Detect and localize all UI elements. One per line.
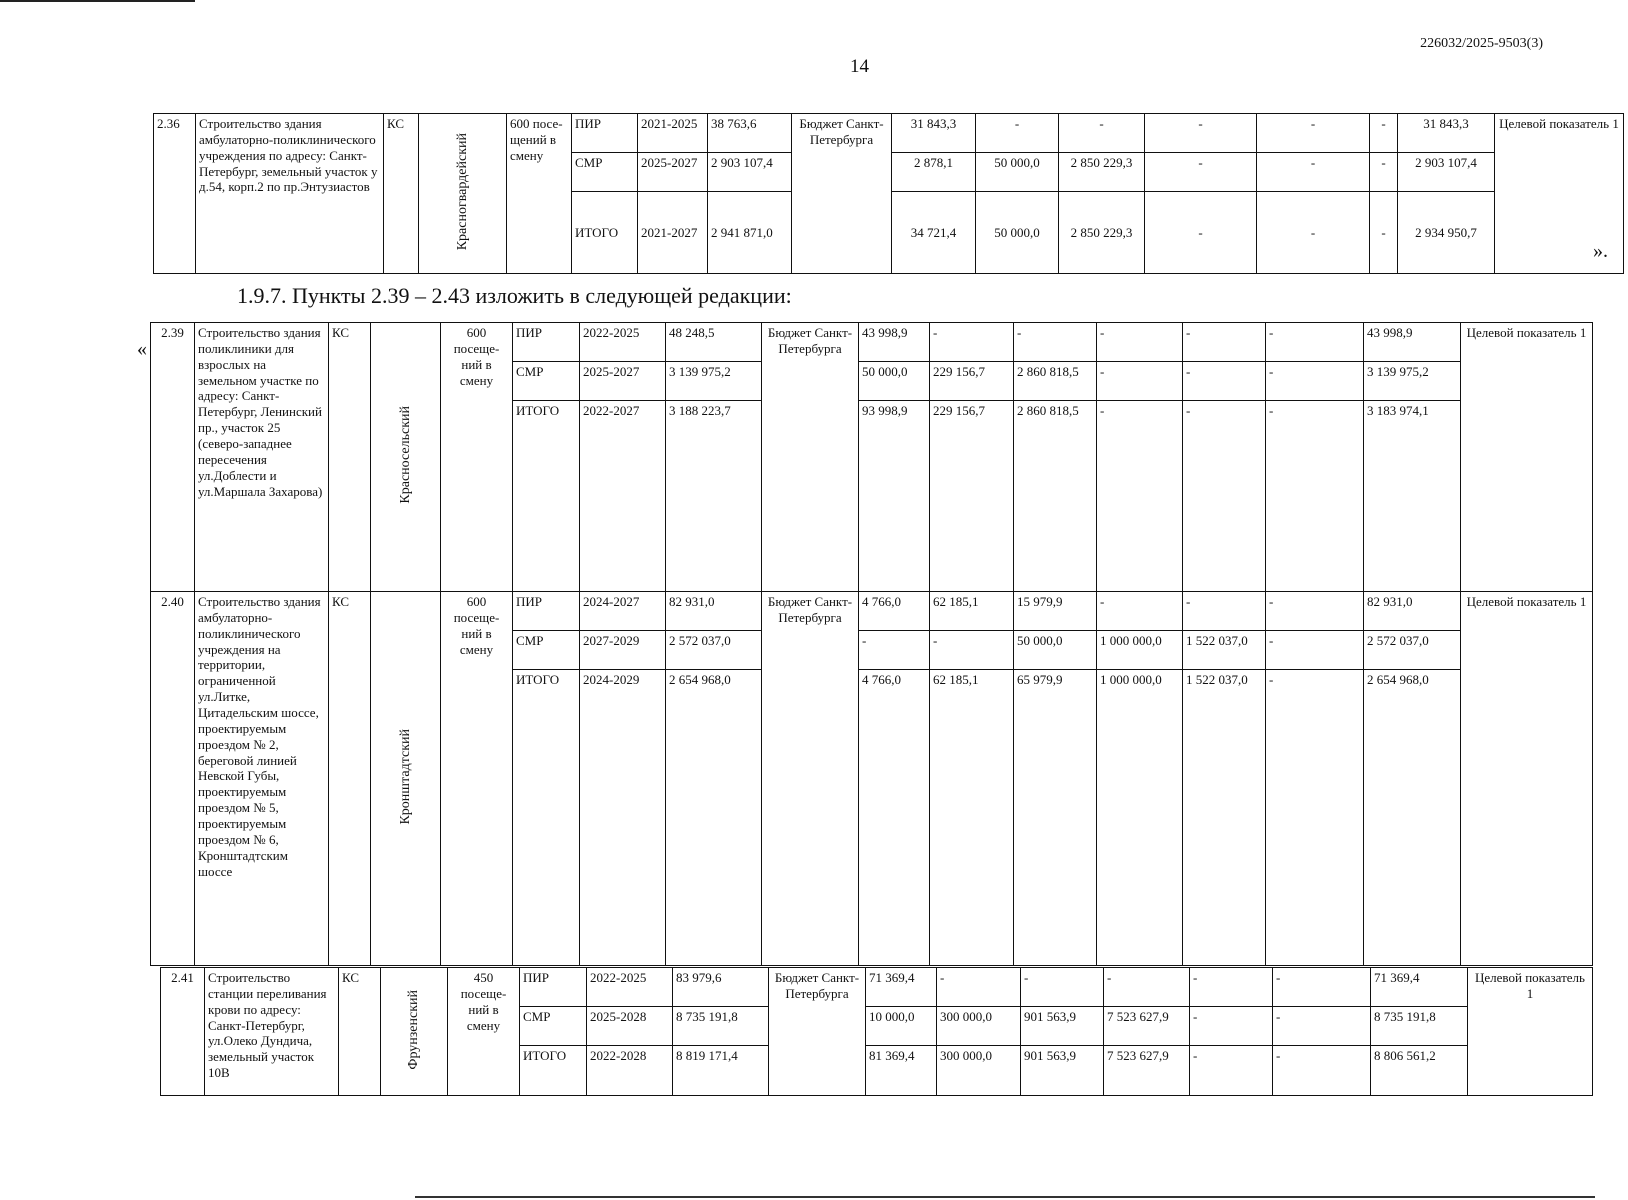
value-2: 229 156,7 (930, 401, 1014, 592)
stage-period: 2025-2027 (580, 362, 666, 401)
value-1: 31 843,3 (892, 114, 976, 153)
value-2: 50 000,0 (976, 153, 1059, 192)
stage-cost: 2 941 871,0 (708, 192, 792, 274)
capacity: 600 посеще-ний в смену (441, 592, 513, 966)
value-6: - (1266, 401, 1364, 592)
stage-label: ПИР (520, 968, 587, 1007)
stage-label: СМР (513, 631, 580, 670)
row-number: 2.41 (161, 968, 205, 1096)
value-5: 1 522 037,0 (1183, 670, 1266, 966)
stage-cost: 8 819 171,4 (673, 1046, 769, 1096)
stage-label: ИТОГО (513, 401, 580, 592)
value-4: - (1097, 592, 1183, 631)
value-4: 1 000 000,0 (1097, 670, 1183, 966)
value-5: - (1257, 114, 1370, 153)
stage-label: ИТОГО (513, 670, 580, 966)
object-name: Строительство здания амбулаторно-поликлинического учреждения на территории, ограниченной ул.Литке, Цитадельским шоссе, проектируемым проездом № 2, береговой линией Невской Губы, проектируемым проездом № 5, проектируемым проездом № 6, Кронштадтским шоссе (195, 592, 329, 966)
row-number: 2.40 (151, 592, 195, 966)
stage-label: СМР (513, 362, 580, 401)
stage-cost: 3 139 975,2 (666, 362, 762, 401)
value-1: 50 000,0 (859, 362, 930, 401)
stage-total: 8 735 191,8 (1371, 1007, 1468, 1046)
value-3: 50 000,0 (1014, 631, 1097, 670)
value-2: 62 185,1 (930, 592, 1014, 631)
value-2: 50 000,0 (976, 192, 1059, 274)
object-name: Строительство здания амбулаторно-поликлинического учреждения по адресу: Санкт-Петербург, земельный участок у д.54, корп.2 по пр.Энтузиастов (196, 114, 384, 274)
value-3: - (1014, 323, 1097, 362)
stage-label: СМР (572, 153, 638, 192)
value-3: 65 979,9 (1014, 670, 1097, 966)
value-2: 62 185,1 (930, 670, 1014, 966)
value-6: - (1266, 323, 1364, 362)
object-type: КС (339, 968, 381, 1096)
stage-total: 8 806 561,2 (1371, 1046, 1468, 1096)
value-3: 901 563,9 (1021, 1046, 1104, 1096)
target-indicator: Целевой показатель 1 (1495, 114, 1624, 274)
district-name: Красносельский (397, 406, 413, 504)
value-6: - (1273, 1046, 1371, 1096)
value-4: 1 000 000,0 (1097, 631, 1183, 670)
stage-label: ПИР (513, 323, 580, 362)
stage-cost: 38 763,6 (708, 114, 792, 153)
stage-period: 2025-2027 (638, 153, 708, 192)
value-6: - (1273, 968, 1371, 1007)
opening-quote: « (137, 338, 147, 360)
value-4: - (1104, 968, 1190, 1007)
document-id: 226032/2025-9503(3) (1420, 36, 1543, 51)
value-6: - (1370, 192, 1398, 274)
bottom-rule (415, 1196, 1595, 1198)
target-indicator: Целевой показатель 1 (1468, 968, 1593, 1096)
stage-total: 2 654 968,0 (1364, 670, 1461, 966)
value-3: 901 563,9 (1021, 1007, 1104, 1046)
stage-cost: 82 931,0 (666, 592, 762, 631)
stage-total: 71 369,4 (1371, 968, 1468, 1007)
object-type: КС (384, 114, 419, 274)
row-number: 2.39 (151, 323, 195, 592)
value-1: 43 998,9 (859, 323, 930, 362)
stage-cost: 48 248,5 (666, 323, 762, 362)
value-4: - (1145, 114, 1257, 153)
top-rule (0, 0, 195, 2)
stage-total: 2 934 950,7 (1398, 192, 1495, 274)
stage-label: ИТОГО (572, 192, 638, 274)
funding-source: Бюджет Санкт-Петербурга (792, 114, 892, 274)
stage-period: 2025-2028 (587, 1007, 673, 1046)
value-1: 71 369,4 (866, 968, 937, 1007)
value-3: 2 850 229,3 (1059, 153, 1145, 192)
value-5: - (1190, 968, 1273, 1007)
value-5: - (1190, 1007, 1273, 1046)
value-1: 4 766,0 (859, 592, 930, 631)
district-name: Кронштадтский (397, 728, 413, 825)
value-4: - (1145, 192, 1257, 274)
stage-period: 2021-2027 (638, 192, 708, 274)
stage-total: 82 931,0 (1364, 592, 1461, 631)
table-rows-2-39-2-40 (150, 322, 1593, 966)
stage-period: 2022-2027 (580, 401, 666, 592)
district-cell (381, 968, 448, 1096)
stage-total: 43 998,9 (1364, 323, 1461, 362)
page-number: 14 (850, 56, 869, 77)
value-5: - (1183, 401, 1266, 592)
value-3: - (1059, 114, 1145, 153)
funding-source: Бюджет Санкт-Петербурга (762, 323, 859, 592)
value-5: - (1183, 323, 1266, 362)
value-3: 2 860 818,5 (1014, 362, 1097, 401)
stage-period: 2022-2025 (587, 968, 673, 1007)
value-4: - (1097, 362, 1183, 401)
object-name: Строительство станции переливания крови по адресу: Санкт-Петербург, ул.Олеко Дундича, земельный участок 10В (205, 968, 339, 1096)
object-name: Строительство здания поликлиники для взрослых на земельном участке по адресу: Санкт-Петербург, Ленинский пр., участок 25 (северо-западнее пересечения ул.Доблести и ул.Маршала Захарова) (195, 323, 329, 592)
value-6: - (1266, 670, 1364, 966)
value-1: 2 878,1 (892, 153, 976, 192)
value-1: 81 369,4 (866, 1046, 937, 1096)
value-4: - (1097, 323, 1183, 362)
stage-label: ПИР (572, 114, 638, 153)
value-3: 2 850 229,3 (1059, 192, 1145, 274)
value-2: - (930, 631, 1014, 670)
stage-period: 2021-2025 (638, 114, 708, 153)
district-name: Фрунзенский (406, 989, 422, 1070)
value-6: - (1266, 592, 1364, 631)
object-type: КС (329, 323, 371, 592)
value-2: - (930, 323, 1014, 362)
value-4: - (1145, 153, 1257, 192)
district-cell (371, 323, 441, 592)
value-4: 7 523 627,9 (1104, 1046, 1190, 1096)
stage-total: 31 843,3 (1398, 114, 1495, 153)
value-5: - (1190, 1046, 1273, 1096)
stage-label: СМР (520, 1007, 587, 1046)
stage-total: 2 903 107,4 (1398, 153, 1495, 192)
stage-label: ПИР (513, 592, 580, 631)
stage-label: ИТОГО (520, 1046, 587, 1096)
value-6: - (1370, 153, 1398, 192)
stage-cost: 2 654 968,0 (666, 670, 762, 966)
value-2: 300 000,0 (937, 1007, 1021, 1046)
row-number: 2.36 (154, 114, 196, 274)
stage-total: 3 183 974,1 (1364, 401, 1461, 592)
stage-period: 2027-2029 (580, 631, 666, 670)
stage-period: 2024-2027 (580, 592, 666, 631)
value-3: - (1021, 968, 1104, 1007)
value-3: 15 979,9 (1014, 592, 1097, 631)
closing-quote: ». (1593, 240, 1608, 262)
capacity: 600 посе-щений в смену (507, 114, 572, 274)
value-2: - (976, 114, 1059, 153)
value-6: - (1266, 362, 1364, 401)
stage-cost: 2 572 037,0 (666, 631, 762, 670)
district-cell (371, 592, 441, 966)
value-4: - (1097, 401, 1183, 592)
value-4: 7 523 627,9 (1104, 1007, 1190, 1046)
stage-period: 2022-2025 (580, 323, 666, 362)
value-6: - (1273, 1007, 1371, 1046)
district-name: Красногвардейский (454, 132, 470, 251)
target-indicator: Целевой показатель 1 (1461, 323, 1593, 592)
value-2: 300 000,0 (937, 1046, 1021, 1096)
value-1: 4 766,0 (859, 670, 930, 966)
stage-cost: 8 735 191,8 (673, 1007, 769, 1046)
district-cell (419, 114, 507, 274)
funding-source: Бюджет Санкт-Петербурга (762, 592, 859, 966)
value-5: 1 522 037,0 (1183, 631, 1266, 670)
value-5: - (1257, 192, 1370, 274)
value-5: - (1183, 592, 1266, 631)
stage-period: 2024-2029 (580, 670, 666, 966)
value-6: - (1266, 631, 1364, 670)
stage-total: 2 572 037,0 (1364, 631, 1461, 670)
target-indicator: Целевой показатель 1 (1461, 592, 1593, 966)
stage-cost: 2 903 107,4 (708, 153, 792, 192)
capacity: 600 посеще-ний в смену (441, 323, 513, 592)
stage-total: 3 139 975,2 (1364, 362, 1461, 401)
value-5: - (1183, 362, 1266, 401)
object-type: КС (329, 592, 371, 966)
value-2: 229 156,7 (930, 362, 1014, 401)
value-1: - (859, 631, 930, 670)
value-5: - (1257, 153, 1370, 192)
capacity: 450 посеще-ний в смену (448, 968, 520, 1096)
table-row-2-41 (160, 967, 1593, 1096)
stage-cost: 83 979,6 (673, 968, 769, 1007)
value-6: - (1370, 114, 1398, 153)
value-3: 2 860 818,5 (1014, 401, 1097, 592)
value-1: 10 000,0 (866, 1007, 937, 1046)
stage-period: 2022-2028 (587, 1046, 673, 1096)
funding-source: Бюджет Санкт-Петербурга (769, 968, 866, 1096)
stage-cost: 3 188 223,7 (666, 401, 762, 592)
section-heading: 1.9.7. Пункты 2.39 – 2.43 изложить в следующей редакции: (237, 283, 792, 308)
value-2: - (937, 968, 1021, 1007)
value-1: 93 998,9 (859, 401, 930, 592)
value-1: 34 721,4 (892, 192, 976, 274)
table-row-2-36 (153, 113, 1624, 274)
